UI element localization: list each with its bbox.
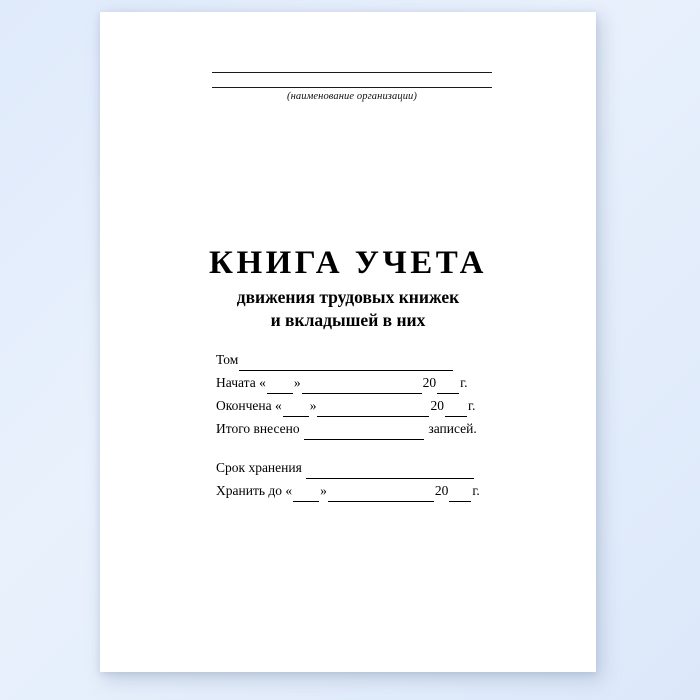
- okonchena-day-line[interactable]: [283, 404, 309, 417]
- nachata-month-line[interactable]: [302, 381, 422, 394]
- nachata-quote-close: »: [293, 375, 301, 390]
- field-row-tom: [216, 348, 516, 371]
- field-row-srok: [216, 456, 516, 479]
- nachata-year-prefix: 20: [422, 375, 437, 390]
- hranit-year-prefix: 20: [434, 483, 449, 498]
- hranit-day-line[interactable]: [293, 489, 319, 502]
- nachata-year-line[interactable]: [437, 381, 459, 394]
- field-row-okonchena: [216, 394, 516, 417]
- okonchena-quote-close: »: [309, 398, 317, 413]
- nachata-label: Начата «: [216, 375, 266, 390]
- document-subtitle-line-2: и вкладышей в них: [270, 310, 426, 330]
- organization-line-1: [212, 72, 492, 73]
- hranit-year-line[interactable]: [449, 489, 471, 502]
- okonchena-year-suffix: г.: [467, 398, 476, 413]
- page-content: [100, 12, 596, 672]
- document-title: КНИГА УЧЕТА: [209, 245, 487, 281]
- okonchena-year-prefix: 20: [430, 398, 444, 413]
- organization-caption: (наименование организации): [286, 91, 417, 102]
- okonchena-year-line[interactable]: [445, 404, 467, 417]
- document-page: [100, 12, 596, 672]
- organization-line-2: [212, 87, 492, 88]
- organization-name-block: [212, 72, 492, 104]
- okonchena-label: Окончена «: [216, 398, 282, 413]
- hranit-label: Хранить до «: [216, 483, 293, 498]
- field-row-nachata: [216, 371, 516, 394]
- form-fields-storage: [216, 456, 516, 502]
- document-subtitle-line-1: движения трудовых книжек: [236, 287, 460, 307]
- tom-label: Том: [216, 352, 239, 367]
- field-row-hranit: [216, 479, 516, 502]
- hranit-year-suffix: г.: [472, 483, 480, 498]
- itogo-label: Итого внесено: [216, 421, 300, 436]
- srok-input-line[interactable]: [306, 466, 474, 479]
- form-fields-primary: [216, 348, 516, 440]
- hranit-month-line[interactable]: [328, 489, 434, 502]
- title-block: [100, 244, 596, 332]
- nachata-day-line[interactable]: [267, 381, 293, 394]
- itogo-suffix: записей.: [428, 421, 477, 436]
- srok-label: Срок хранения: [216, 460, 302, 475]
- field-row-itogo: [216, 417, 516, 440]
- nachata-year-suffix: г.: [460, 375, 468, 390]
- tom-input-line[interactable]: [239, 358, 453, 371]
- hranit-quote-close: »: [320, 483, 327, 498]
- okonchena-month-line[interactable]: [317, 404, 429, 417]
- itogo-count-line[interactable]: [304, 427, 424, 440]
